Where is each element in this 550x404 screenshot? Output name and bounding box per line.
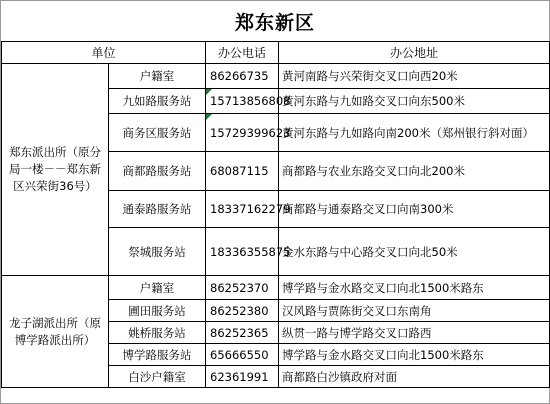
- header-address: 办公地址: [279, 42, 550, 64]
- table-row: [2, 276, 550, 300]
- phone-text: 15713856808: [210, 94, 291, 108]
- header-row: [2, 42, 550, 64]
- address-cell: 商都路与农业东路交叉口向北200米: [279, 152, 550, 191]
- unit-cell: 郑东派出所（原分局一楼－－郑东新区兴荣街36号）: [2, 64, 109, 276]
- station-cell: 博学路服务站: [109, 344, 206, 366]
- cell-marker-icon: [206, 89, 212, 95]
- station-cell: 九如路服务站: [109, 89, 206, 114]
- phone-cell: [206, 89, 291, 114]
- address-cell: 纵贯一路与博学路交叉口路西: [279, 322, 550, 344]
- phone-cell: [206, 114, 291, 152]
- phone-cell: 65666550: [206, 344, 279, 366]
- phone-cell: 86252370: [206, 276, 279, 300]
- address-cell: 汉风路与贾陈街交叉口东南角: [279, 300, 550, 322]
- table-row: [2, 64, 550, 89]
- cell-marker-icon: [206, 114, 212, 120]
- phone-cell: 18336355875: [206, 228, 279, 276]
- address-cell: 金水东路与中心路交叉口向北50米: [279, 228, 550, 276]
- address-cell: 黄河南路与兴荣街交叉口向西20米: [279, 64, 550, 89]
- address-cell: 黄河东路与九如路交叉口向东500米: [279, 89, 550, 114]
- address-cell: 商都路与通泰路交叉口向南300米: [279, 191, 550, 228]
- station-cell: 白沙户籍室: [109, 366, 206, 388]
- phone-cell: 62361991: [206, 366, 279, 388]
- unit-cell: 龙子湖派出所（原博学路派出所）: [2, 276, 109, 388]
- phone-cell: 86252380: [206, 300, 279, 322]
- phone-cell: 18337162279: [206, 191, 279, 228]
- station-cell: 户籍室: [109, 64, 206, 89]
- phone-text: 15729399623: [210, 125, 291, 140]
- station-cell: 通泰路服务站: [109, 191, 206, 228]
- station-cell: 圃田服务站: [109, 300, 206, 322]
- header-phone: 办公电话: [206, 42, 279, 64]
- station-cell: 户籍室: [109, 276, 206, 300]
- station-cell: 姚桥服务站: [109, 322, 206, 344]
- header-unit: 单位: [2, 42, 206, 64]
- directory-table: [1, 41, 550, 388]
- address-cell: 博学路与金水路交叉口向北1500米路东: [279, 276, 550, 300]
- phone-cell: 86252365: [206, 322, 279, 344]
- address-cell: 黄河东路与九如路向南200米（郑州银行斜对面）: [279, 114, 550, 152]
- page-title: 郑东新区: [234, 11, 315, 34]
- phone-cell: 86266735: [206, 64, 279, 89]
- address-cell: 博学路与金水路交叉口向北1500米路东: [279, 344, 550, 366]
- station-cell: 商务区服务站: [109, 114, 206, 152]
- phone-cell: 68087115: [206, 152, 279, 191]
- station-cell: 商都路服务站: [109, 152, 206, 191]
- address-cell: 商都路白沙镇政府对面: [279, 366, 550, 388]
- station-cell: 祭城服务站: [109, 228, 206, 276]
